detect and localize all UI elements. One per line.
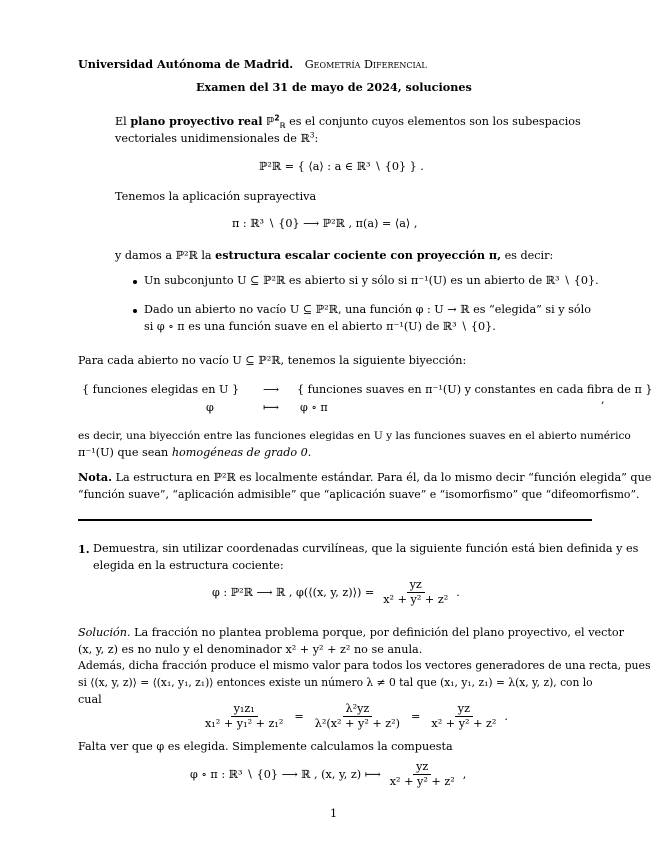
- section-divider: [78, 519, 592, 521]
- fraction-2: [312, 702, 403, 731]
- header-line: [78, 57, 427, 72]
- bijection-lead: Para cada abierto no vacío U ⊆ ℙ²ℝ, tenemos la siguiente biyección:: [78, 354, 467, 367]
- intro-text: El: [115, 115, 127, 128]
- fraction-numerator: yz: [407, 578, 425, 593]
- bijection-arrow: ⟶: [263, 383, 280, 396]
- fraction-denominator: x₁² + y₁² + z₁²: [205, 717, 284, 730]
- equation-left: φ : ℙ²ℝ ⟶ ℝ , φ(⟨(x, y, z)⟩) =: [212, 585, 375, 599]
- solution-text: La fracción no plantea problema porque, por definición del plano proyectivo, el vector: [134, 626, 624, 639]
- fraction-denominator: x² + y² + z²: [389, 775, 455, 788]
- equals-sign: =: [294, 709, 304, 723]
- bullet-item-1: Un subconjunto U ⊆ ℙ²ℝ es abierto si y sólo si π⁻¹(U) es un abierto de ℝ³ ∖ {0}.: [144, 274, 599, 287]
- fraction-denominator: λ²(x² + y² + z²): [314, 717, 401, 730]
- intro-text: es el conjunto cuyos elementos son los subespacios: [289, 115, 581, 128]
- bijection-right: { funciones suaves en π⁻¹(U) y constantes en cada fibra de π }: [297, 383, 653, 396]
- fraction-1: [202, 702, 286, 731]
- problem-line-2: elegida en la estructura cociente:: [93, 559, 284, 572]
- solution-label: Solución.: [78, 626, 131, 639]
- nota-line-1: [78, 470, 651, 485]
- bijection-phi: φ: [206, 401, 214, 414]
- problem-equation: [212, 578, 460, 607]
- fraction-numerator: yz: [455, 702, 473, 717]
- intro-term: plano proyectivo real: [130, 114, 263, 128]
- bijection-text: π⁻¹(U) que sean: [78, 446, 169, 459]
- bullet-icon: [133, 309, 137, 313]
- course-name: Geometría Diferencial: [304, 58, 427, 71]
- intro-text: es decir:: [504, 249, 554, 262]
- solution-line-3: Además, dicha fracción produce el mismo valor para todos los vectores generadores de una recta, pues: [78, 659, 651, 672]
- bijection-comma: ,: [601, 393, 605, 406]
- equation-end: ,: [462, 767, 467, 781]
- fraction-denominator: x² + y² + z²: [383, 593, 449, 606]
- page-number: 1: [330, 807, 338, 820]
- bijection-mapsto: ⟼: [263, 401, 280, 414]
- equation-left: φ ∘ π : ℝ³ ∖ {0} ⟶ ℝ , (x, y, z) ⟼: [190, 767, 381, 781]
- fraction-3: [428, 702, 499, 731]
- bullet-icon: [133, 280, 137, 284]
- equation-projective-plane: ℙ²ℝ = { ⟨a⟩ : a ∈ ℝ³ ∖ {0} } .: [259, 160, 424, 173]
- nota-label: Nota.: [78, 470, 112, 484]
- university-name: Universidad Autónoma de Madrid.: [78, 57, 294, 71]
- equation-end: .: [504, 709, 508, 723]
- exam-title: Examen del 31 de mayo de 2024, soluciones: [196, 80, 472, 94]
- equals-sign: =: [411, 709, 421, 723]
- intro-term: estructura escalar cociente con proyección π,: [215, 248, 501, 262]
- fraction-numerator: yz: [413, 760, 431, 775]
- bijection-emph: homogéneas de grado 0.: [171, 446, 312, 459]
- intro-line-1: El plano proyectivo real ℙ$^2_ℝ$ es el conjunto cuyos elementos son los subespacios: [115, 113, 581, 131]
- bijection-after-1: es decir, una biyección entre las funciones elegidas en U y las funciones suaves en el abierto numérico: [78, 430, 631, 442]
- nota-text: La estructura en ℙ²ℝ es localmente estándar. Para él, da lo mismo decir “función elegida” que: [115, 471, 652, 484]
- bijection-left: { funciones elegidas en U }: [82, 383, 240, 396]
- fraction-denominator: x² + y² + z²: [431, 717, 497, 730]
- solution-fraction-chain: [200, 702, 508, 731]
- fraction-numerator: y₁z₁: [231, 702, 258, 717]
- intro-line-3: Tenemos la aplicación suprayectiva: [115, 190, 317, 203]
- nota-line-2: “función suave”, “aplicación admisible” que “aplicación suave” e “isomorfismo” que “difeomorfismo”.: [78, 488, 640, 501]
- equation-projection: π : ℝ³ ∖ {0} ⟶ ℙ²ℝ , π(a) = ⟨a⟩ ,: [232, 217, 418, 230]
- intro-text: vectoriales unidimensionales de: [115, 132, 297, 145]
- bijection-phi-pi: φ ∘ π: [300, 401, 328, 414]
- solution-line-1: [78, 626, 624, 640]
- equation-end: .: [456, 585, 460, 599]
- solution-line-4: si ⟨(x, y, z)⟩ = ⟨(x₁, y₁, z₁)⟩ entonces existe un número λ ≠ 0 tal que (x₁, y₁, z₁) = λ(x, y, z), con lo: [78, 676, 593, 689]
- bijection-after-2: [78, 446, 311, 460]
- solution-line-2: (x, y, z) es no nulo y el denominador x² + y² + z² no se anula.: [78, 643, 423, 656]
- composition-equation: [190, 760, 466, 789]
- solution-line-5: cual: [78, 693, 102, 706]
- intro-line-4: [115, 248, 553, 263]
- intro-text: y damos a ℙ²ℝ la: [115, 249, 212, 262]
- equation-fraction: [380, 578, 451, 607]
- problem-number: 1.: [78, 542, 90, 556]
- fraction-numerator: λ²yz: [343, 702, 373, 717]
- problem-line-1: Demuestra, sin utilizar coordenadas curvilíneas, que la siguiente función está bien definida y es: [93, 542, 639, 555]
- solution-line-6: Falta ver que φ es elegida. Simplemente calculamos la compuesta: [78, 740, 453, 753]
- bullet-item-2-line-1: Dado un abierto no vacío U ⊆ ℙ²ℝ, una función φ : U → ℝ es “elegida” si y sólo: [144, 303, 591, 316]
- bullet-item-2-line-2: si φ ∘ π es una función suave en el abierto π⁻¹(U) de ℝ³ ∖ {0}.: [144, 320, 496, 333]
- equation-fraction: [387, 760, 458, 789]
- intro-line-2: vectoriales unidimensionales de ℝ$^3$:: [115, 130, 319, 145]
